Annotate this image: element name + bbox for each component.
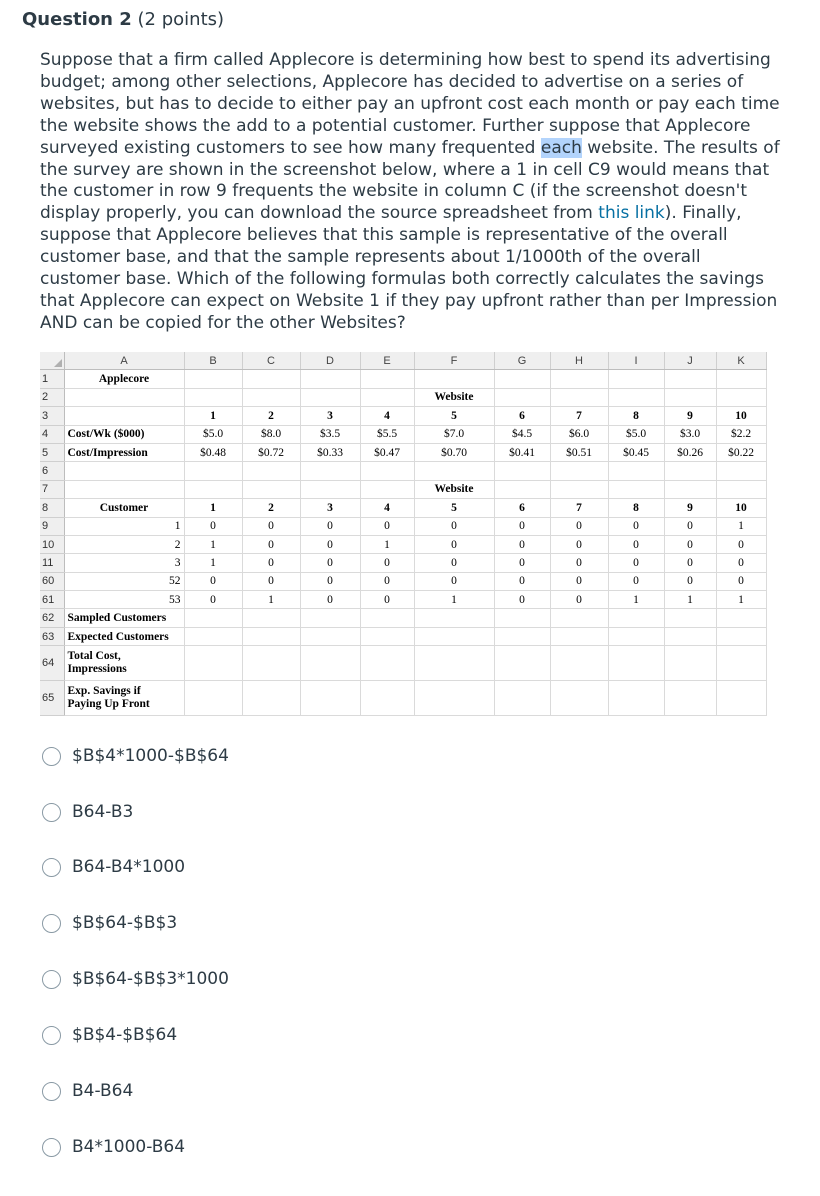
answer-option[interactable] [42, 913, 177, 933]
sheet-row [40, 407, 766, 425]
row-header-3: 3 [40, 407, 64, 425]
radio-button[interactable] [42, 1138, 61, 1157]
sheet-row [40, 646, 766, 681]
survey-value-cell: 0 [550, 535, 608, 553]
answer-option[interactable] [42, 857, 185, 877]
cell [360, 609, 414, 627]
answer-option[interactable] [42, 746, 229, 766]
radio-button[interactable] [42, 1082, 61, 1101]
survey-value-cell: 0 [550, 554, 608, 572]
cell [242, 627, 300, 645]
cost-imp-cell: $0.47 [360, 443, 414, 461]
survey-value-cell: 0 [550, 591, 608, 609]
survey-value-cell: 0 [608, 554, 664, 572]
cell [242, 462, 300, 480]
cell [494, 681, 550, 716]
row-header-4: 4 [40, 425, 64, 443]
cell [550, 681, 608, 716]
survey-value-cell: 1 [360, 535, 414, 553]
survey-value-cell: 0 [664, 572, 716, 590]
survey-value-cell: 0 [184, 517, 242, 535]
cost-imp-cell: $0.26 [664, 443, 716, 461]
cell [414, 681, 494, 716]
cell [300, 646, 360, 681]
survey-value-cell: 0 [242, 554, 300, 572]
cell [494, 480, 550, 498]
survey-value-cell: 0 [716, 572, 766, 590]
survey-value-cell: 0 [360, 572, 414, 590]
radio-button[interactable] [42, 747, 61, 766]
survey-value-cell: 0 [300, 591, 360, 609]
cost-imp-label-cell: Cost/Impression [64, 443, 184, 461]
survey-value-cell: 0 [494, 591, 550, 609]
cell [64, 462, 184, 480]
cost-wk-cell: $7.0 [414, 425, 494, 443]
cost-imp-cell: $0.72 [242, 443, 300, 461]
sheet-row [40, 591, 766, 609]
survey-value-cell: 0 [414, 554, 494, 572]
website-number-cell: 6 [494, 499, 550, 517]
cost-imp-cell: $0.45 [608, 443, 664, 461]
customer-label-cell: Customer [64, 499, 184, 517]
website-number-cell: 3 [300, 407, 360, 425]
survey-value-cell: 0 [664, 554, 716, 572]
sheet-row [40, 681, 766, 716]
cell [242, 480, 300, 498]
column-header-h: H [550, 352, 608, 370]
cell [716, 480, 766, 498]
cost-imp-cell: $0.33 [300, 443, 360, 461]
cell [184, 627, 242, 645]
survey-value-cell: 0 [360, 554, 414, 572]
survey-value-cell: 0 [242, 572, 300, 590]
website-number-cell: 4 [360, 499, 414, 517]
website-number-cell: 8 [608, 407, 664, 425]
cell [184, 609, 242, 627]
row-header-10: 10 [40, 535, 64, 553]
column-header-d: D [300, 352, 360, 370]
cell [64, 480, 184, 498]
row-header-63: 63 [40, 627, 64, 645]
cost-wk-cell: $3.5 [300, 425, 360, 443]
survey-value-cell: 0 [494, 535, 550, 553]
radio-button[interactable] [42, 803, 61, 822]
cell [242, 609, 300, 627]
survey-value-cell: 0 [242, 517, 300, 535]
cell [300, 480, 360, 498]
row-header-7: 7 [40, 480, 64, 498]
website-number-cell: 8 [608, 499, 664, 517]
cell [550, 388, 608, 406]
cost-imp-cell: $0.22 [716, 443, 766, 461]
column-header-j: J [664, 352, 716, 370]
survey-value-cell: 0 [550, 572, 608, 590]
cell [550, 462, 608, 480]
cell [664, 646, 716, 681]
sheet-row [40, 609, 766, 627]
sheet-row [40, 462, 766, 480]
cell [664, 370, 716, 388]
column-header-f: F [414, 352, 494, 370]
website-number-cell: 7 [550, 499, 608, 517]
website-label-cell: Website [414, 480, 494, 498]
cell [414, 462, 494, 480]
survey-value-cell: 0 [414, 572, 494, 590]
cell [360, 627, 414, 645]
cell [716, 609, 766, 627]
website-number-cell: 1 [184, 499, 242, 517]
website-number-cell: 4 [360, 407, 414, 425]
sheet-row [40, 572, 766, 590]
survey-value-cell: 0 [360, 591, 414, 609]
row-header-6: 6 [40, 462, 64, 480]
cell [242, 681, 300, 716]
sheet-row [40, 627, 766, 645]
cell [414, 370, 494, 388]
cost-wk-cell: $3.0 [664, 425, 716, 443]
website-number-cell: 7 [550, 407, 608, 425]
source-spreadsheet-link[interactable]: this link [598, 203, 665, 224]
row-header-61: 61 [40, 591, 64, 609]
radio-button[interactable] [42, 914, 61, 933]
sampled-customers-label: Sampled Customers [64, 609, 184, 627]
cell [608, 681, 664, 716]
answer-option-label[interactable]: $B$64-$B$3 [72, 913, 178, 933]
survey-value-cell: 0 [184, 591, 242, 609]
cell [664, 388, 716, 406]
highlighted-word: each [540, 137, 582, 158]
cost-imp-cell: $0.51 [550, 443, 608, 461]
row-header-60: 60 [40, 572, 64, 590]
cell [360, 681, 414, 716]
radio-button[interactable] [42, 1026, 61, 1045]
row-header-8: 8 [40, 499, 64, 517]
cell [414, 609, 494, 627]
survey-value-cell: 0 [300, 535, 360, 553]
cell [64, 407, 184, 425]
website-number-cell: 2 [242, 499, 300, 517]
cell [184, 681, 242, 716]
column-header-a: A [64, 352, 184, 370]
sheet-row [40, 425, 766, 443]
cost-imp-cell: $0.41 [494, 443, 550, 461]
cell [494, 627, 550, 645]
survey-value-cell: 0 [494, 554, 550, 572]
survey-value-cell: 0 [242, 535, 300, 553]
column-header-c: C [242, 352, 300, 370]
cell [550, 627, 608, 645]
cell [300, 627, 360, 645]
column-header-e: E [360, 352, 414, 370]
total-cost-label: Total Cost, Impressions [64, 646, 184, 681]
radio-button[interactable] [42, 970, 61, 989]
question-points: (2 points) [137, 9, 225, 30]
cell [494, 462, 550, 480]
customer-id-cell: 1 [64, 517, 184, 535]
cell [664, 609, 716, 627]
cell [608, 462, 664, 480]
column-header-k: K [716, 352, 766, 370]
cell [716, 681, 766, 716]
cell [242, 646, 300, 681]
cell [360, 480, 414, 498]
cell [608, 609, 664, 627]
cell [716, 462, 766, 480]
column-header-b: B [184, 352, 242, 370]
row-header-65: 65 [40, 681, 64, 716]
spreadsheet-table [40, 352, 767, 716]
website-label-cell: Website [414, 388, 494, 406]
answer-option[interactable] [42, 802, 133, 822]
sheet-row [40, 535, 766, 553]
customer-id-cell: 3 [64, 554, 184, 572]
cell [608, 370, 664, 388]
answer-option[interactable] [42, 969, 229, 989]
cell [664, 480, 716, 498]
cost-wk-cell: $4.5 [494, 425, 550, 443]
survey-value-cell: 0 [608, 572, 664, 590]
cell [608, 627, 664, 645]
expected-customers-label: Expected Customers [64, 627, 184, 645]
column-header-i: I [608, 352, 664, 370]
cell [494, 609, 550, 627]
cost-wk-cell: $8.0 [242, 425, 300, 443]
answer-option[interactable] [42, 1137, 185, 1157]
survey-value-cell: 0 [664, 535, 716, 553]
cell [716, 388, 766, 406]
cell [360, 462, 414, 480]
survey-value-cell: 0 [300, 572, 360, 590]
answer-option-label[interactable]: B4*1000-B64 [72, 1137, 186, 1157]
cell [184, 646, 242, 681]
row-header-9: 9 [40, 517, 64, 535]
cell [414, 646, 494, 681]
expected-savings-label: Exp. Savings if Paying Up Front [64, 681, 184, 716]
survey-value-cell: 0 [184, 572, 242, 590]
cost-wk-cell: $5.0 [608, 425, 664, 443]
sheet-row [40, 499, 766, 517]
survey-value-cell: 1 [664, 591, 716, 609]
survey-value-cell: 1 [716, 517, 766, 535]
cost-imp-cell: $0.48 [184, 443, 242, 461]
survey-value-cell: 0 [300, 554, 360, 572]
survey-value-cell: 0 [414, 535, 494, 553]
sheet-row [40, 517, 766, 535]
sheet-row [40, 370, 766, 388]
column-header-g: G [494, 352, 550, 370]
sheet-row [40, 388, 766, 406]
customer-id-cell: 53 [64, 591, 184, 609]
website-number-cell: 5 [414, 499, 494, 517]
cell [664, 681, 716, 716]
cell [550, 370, 608, 388]
survey-value-cell: 0 [300, 517, 360, 535]
cell [184, 462, 242, 480]
website-number-cell: 2 [242, 407, 300, 425]
website-number-cell: 9 [664, 407, 716, 425]
cell [716, 370, 766, 388]
select-all-corner [40, 352, 64, 370]
question-header [22, 9, 224, 30]
website-number-cell: 6 [494, 407, 550, 425]
cell [300, 462, 360, 480]
cell [550, 480, 608, 498]
survey-value-cell: 0 [360, 517, 414, 535]
answer-option-label[interactable]: $B$64-$B$3*1000 [72, 969, 229, 989]
cost-wk-cell: $5.5 [360, 425, 414, 443]
answer-option-label[interactable]: $B$4-$B$64 [72, 1025, 178, 1045]
survey-value-cell: 1 [608, 591, 664, 609]
website-number-cell: 5 [414, 407, 494, 425]
cost-imp-cell: $0.70 [414, 443, 494, 461]
answer-option[interactable] [42, 1081, 133, 1101]
cell [300, 370, 360, 388]
answer-option-label[interactable]: $B$4*1000-$B$64 [72, 746, 229, 766]
sheet-row [40, 443, 766, 461]
survey-value-cell: 0 [716, 535, 766, 553]
website-number-cell: 9 [664, 499, 716, 517]
row-header-11: 11 [40, 554, 64, 572]
question-title: Question 2 [22, 9, 132, 30]
survey-value-cell: 1 [184, 535, 242, 553]
cell [360, 388, 414, 406]
answer-option-label[interactable]: B64-B4*1000 [72, 857, 186, 877]
radio-button[interactable] [42, 858, 61, 877]
answer-option-label[interactable]: B4-B64 [72, 1081, 134, 1101]
survey-value-cell: 0 [414, 517, 494, 535]
cell [242, 370, 300, 388]
survey-value-cell: 1 [716, 591, 766, 609]
customer-id-cell: 52 [64, 572, 184, 590]
cost-wk-cell: $2.2 [716, 425, 766, 443]
website-number-cell: 3 [300, 499, 360, 517]
sheet-title-cell: Applecore [64, 370, 184, 388]
survey-value-cell: 0 [494, 572, 550, 590]
survey-value-cell: 0 [550, 517, 608, 535]
cell [494, 388, 550, 406]
cell [608, 480, 664, 498]
sheet-row [40, 554, 766, 572]
website-number-cell: 10 [716, 499, 766, 517]
survey-value-cell: 0 [608, 517, 664, 535]
sheet-row [40, 480, 766, 498]
answer-option[interactable] [42, 1025, 177, 1045]
cell [608, 646, 664, 681]
cell [300, 609, 360, 627]
cell [664, 462, 716, 480]
row-header-64: 64 [40, 646, 64, 681]
cell [608, 388, 664, 406]
spreadsheet-screenshot [40, 352, 766, 714]
cell [242, 388, 300, 406]
cell [550, 609, 608, 627]
website-number-cell: 10 [716, 407, 766, 425]
cell [716, 627, 766, 645]
cell [184, 388, 242, 406]
cell [716, 646, 766, 681]
survey-value-cell: 0 [494, 517, 550, 535]
cell [64, 388, 184, 406]
cell [360, 646, 414, 681]
cell [300, 388, 360, 406]
cell [664, 627, 716, 645]
cell [494, 646, 550, 681]
cell [414, 627, 494, 645]
cell [184, 370, 242, 388]
survey-value-cell: 1 [414, 591, 494, 609]
answer-option-label[interactable]: B64-B3 [72, 802, 134, 822]
survey-value-cell: 0 [716, 554, 766, 572]
cost-wk-label-cell: Cost/Wk ($000) [64, 425, 184, 443]
cell [184, 480, 242, 498]
cost-wk-cell: $5.0 [184, 425, 242, 443]
survey-value-cell: 0 [664, 517, 716, 535]
survey-value-cell: 0 [608, 535, 664, 553]
row-header-1: 1 [40, 370, 64, 388]
website-number-cell: 1 [184, 407, 242, 425]
cell [550, 646, 608, 681]
question-text: Suppose that a firm called Applecore is determining how best to spend its advertising budget; among other selections, Applecore has decided to advertise on a series of websites, but has to decide to either pay an upfront cost each month or pay each time the website shows the add to a potential customer. Further suppose that Applecore surveyed existing customers to see how many frequented each website. The results of the survey are shown in the screenshot below, where a 1 in cell C9 would means that the customer in row 9 frequents the website in column C (if the screenshot doesn't display properly, you can download the source spreadsheet from this link). Finally, suppose that Applecore believes that this sample is representative of the overall customer base, and that the sample represents about 1/1000th of the overall customer base. Which of the following formulas both correctly calculates the savings that Applecore can expect on Website 1 if they pay upfront rather than per Impression AND can be copied for the other Websites? [40, 50, 780, 333]
sheet-row [40, 352, 766, 370]
cost-wk-cell: $6.0 [550, 425, 608, 443]
survey-value-cell: 1 [184, 554, 242, 572]
cell [300, 681, 360, 716]
row-header-62: 62 [40, 609, 64, 627]
row-header-2: 2 [40, 388, 64, 406]
cell [360, 370, 414, 388]
customer-id-cell: 2 [64, 535, 184, 553]
cell [494, 370, 550, 388]
survey-value-cell: 1 [242, 591, 300, 609]
row-header-5: 5 [40, 443, 64, 461]
